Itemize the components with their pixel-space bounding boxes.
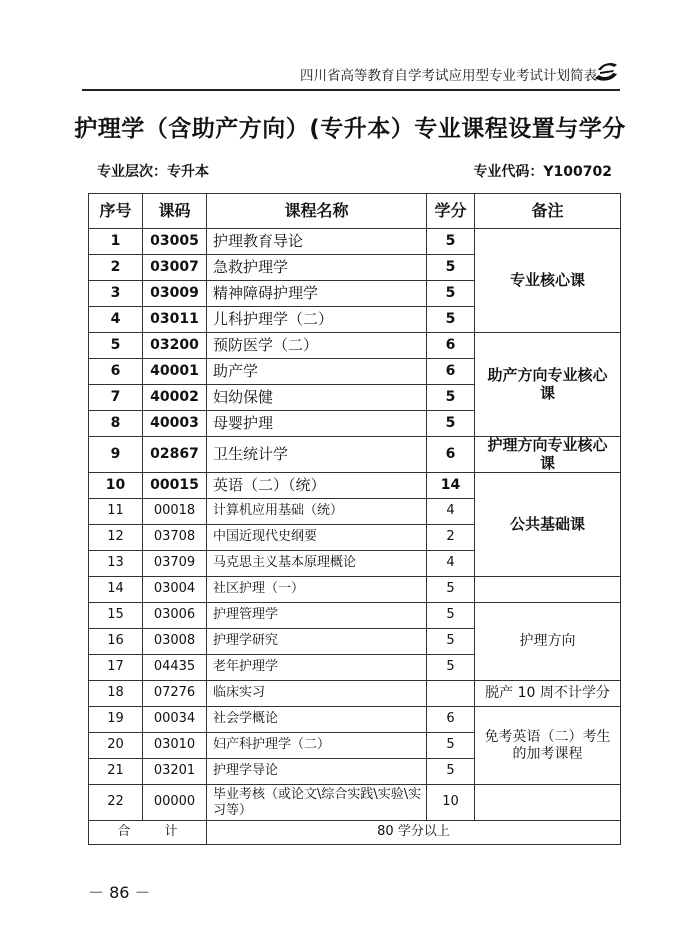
row-credit: 6 [427,359,475,385]
note-core: 专业核心课 [475,229,621,333]
note-internship: 脱产 10 周不计学分 [475,681,621,707]
row-course-name: 精神障碍护理学 [207,281,427,307]
col-header-name: 课程名称 [207,194,427,229]
row-code: 03006 [143,603,207,629]
row-code: 03009 [143,281,207,307]
row-course-name: 助产学 [207,359,427,385]
row-credit [427,681,475,707]
row-credit: 5 [427,255,475,281]
total-value: 80 学分以上 [207,821,621,845]
major-code: 专业代码：Y100702 [473,164,612,180]
row-credit: 4 [427,499,475,525]
header-rule [82,89,620,91]
row-no: 18 [89,681,143,707]
row-credit: 5 [427,733,475,759]
table-row [89,473,621,499]
row-no: 1 [89,229,143,255]
row-course-name: 英语（二）（统） [207,473,427,499]
table-row [89,603,621,629]
row-credit: 10 [427,785,475,821]
row-no: 22 [89,785,143,821]
table-row [89,785,621,821]
empty-note [475,577,621,603]
row-code: 03709 [143,551,207,577]
note-nursing: 护理方向 [475,603,621,681]
row-course-name: 急救护理学 [207,255,427,281]
page-title: 护理学（含助产方向）(专升本）专业课程设置与学分 [74,116,626,142]
row-course-name: 卫生统计学 [207,437,427,473]
row-course-name: 预防医学（二） [207,333,427,359]
row-credit: 5 [427,655,475,681]
col-header-no: 序号 [89,194,143,229]
row-credit: 5 [427,759,475,785]
row-credit: 5 [427,603,475,629]
row-code: 00018 [143,499,207,525]
row-no: 9 [89,437,143,473]
row-course-name: 儿科护理学（二） [207,307,427,333]
row-code: 40001 [143,359,207,385]
page-number: － 86 － [88,883,151,902]
row-course-name: 社会学概论 [207,707,427,733]
row-credit: 5 [427,385,475,411]
row-no: 17 [89,655,143,681]
note-extra: 免考英语（二）考生的加考课程 [475,707,621,785]
row-code: 07276 [143,681,207,707]
row-code: 03200 [143,333,207,359]
note-public: 公共基础课 [475,473,621,577]
row-no: 16 [89,629,143,655]
row-no: 6 [89,359,143,385]
row-code: 00034 [143,707,207,733]
row-course-name: 护理学研究 [207,629,427,655]
row-code: 03708 [143,525,207,551]
row-code: 03005 [143,229,207,255]
row-course-name: 妇幼保健 [207,385,427,411]
row-credit: 5 [427,577,475,603]
col-header-code: 课码 [143,194,207,229]
row-course-name: 毕业考核（或论文\综合实践\实验\实习等） [207,785,427,821]
empty-note [475,785,621,821]
row-credit: 2 [427,525,475,551]
total-label: 合 计 [89,821,207,845]
row-no: 7 [89,385,143,411]
row-code: 03004 [143,577,207,603]
row-code: 03201 [143,759,207,785]
row-no: 19 [89,707,143,733]
running-header: 四川省高等教育自学考试应用型专业考试计划简表 [300,68,597,84]
row-no: 10 [89,473,143,499]
row-credit: 5 [427,229,475,255]
row-no: 3 [89,281,143,307]
row-credit: 6 [427,333,475,359]
row-no: 5 [89,333,143,359]
row-code: 04435 [143,655,207,681]
row-code: 00000 [143,785,207,821]
row-no: 20 [89,733,143,759]
table-row [89,707,621,733]
total-row [89,821,621,845]
row-course-name: 母婴护理 [207,411,427,437]
row-no: 21 [89,759,143,785]
row-no: 8 [89,411,143,437]
row-credit: 6 [427,437,475,473]
table-row [89,229,621,255]
table-row [89,577,621,603]
table-row [89,333,621,359]
row-code: 03011 [143,307,207,333]
row-course-name: 老年护理学 [207,655,427,681]
row-no: 14 [89,577,143,603]
row-code: 02867 [143,437,207,473]
row-course-name: 计算机应用基础（统） [207,499,427,525]
row-credit: 14 [427,473,475,499]
row-no: 4 [89,307,143,333]
row-course-name: 社区护理（一） [207,577,427,603]
row-code: 03007 [143,255,207,281]
table-row [89,437,621,473]
row-course-name: 中国近现代史纲要 [207,525,427,551]
row-credit: 5 [427,307,475,333]
row-code: 03010 [143,733,207,759]
row-credit: 4 [427,551,475,577]
row-course-name: 临床实习 [207,681,427,707]
row-no: 12 [89,525,143,551]
row-course-name: 妇产科护理学（二） [207,733,427,759]
row-no: 2 [89,255,143,281]
row-no: 15 [89,603,143,629]
row-course-name: 马克思主义基本原理概论 [207,551,427,577]
note-nursing-core: 护理方向专业核心课 [475,437,621,473]
row-credit: 5 [427,281,475,307]
row-no: 11 [89,499,143,525]
row-code: 03008 [143,629,207,655]
row-course-name: 护理管理学 [207,603,427,629]
note-midwifery: 助产方向专业核心课 [475,333,621,437]
row-code: 00015 [143,473,207,499]
row-credit: 5 [427,629,475,655]
table-header-row [89,194,621,229]
table-row [89,681,621,707]
exam-logo-icon [592,58,620,84]
row-course-name: 护理学导论 [207,759,427,785]
row-code: 40002 [143,385,207,411]
row-no: 13 [89,551,143,577]
row-course-name: 护理教育导论 [207,229,427,255]
row-code: 40003 [143,411,207,437]
col-header-credit: 学分 [427,194,475,229]
row-credit: 6 [427,707,475,733]
row-credit: 5 [427,411,475,437]
col-header-note: 备注 [475,194,621,229]
course-table [88,193,621,845]
major-level: 专业层次：专升本 [97,164,209,180]
